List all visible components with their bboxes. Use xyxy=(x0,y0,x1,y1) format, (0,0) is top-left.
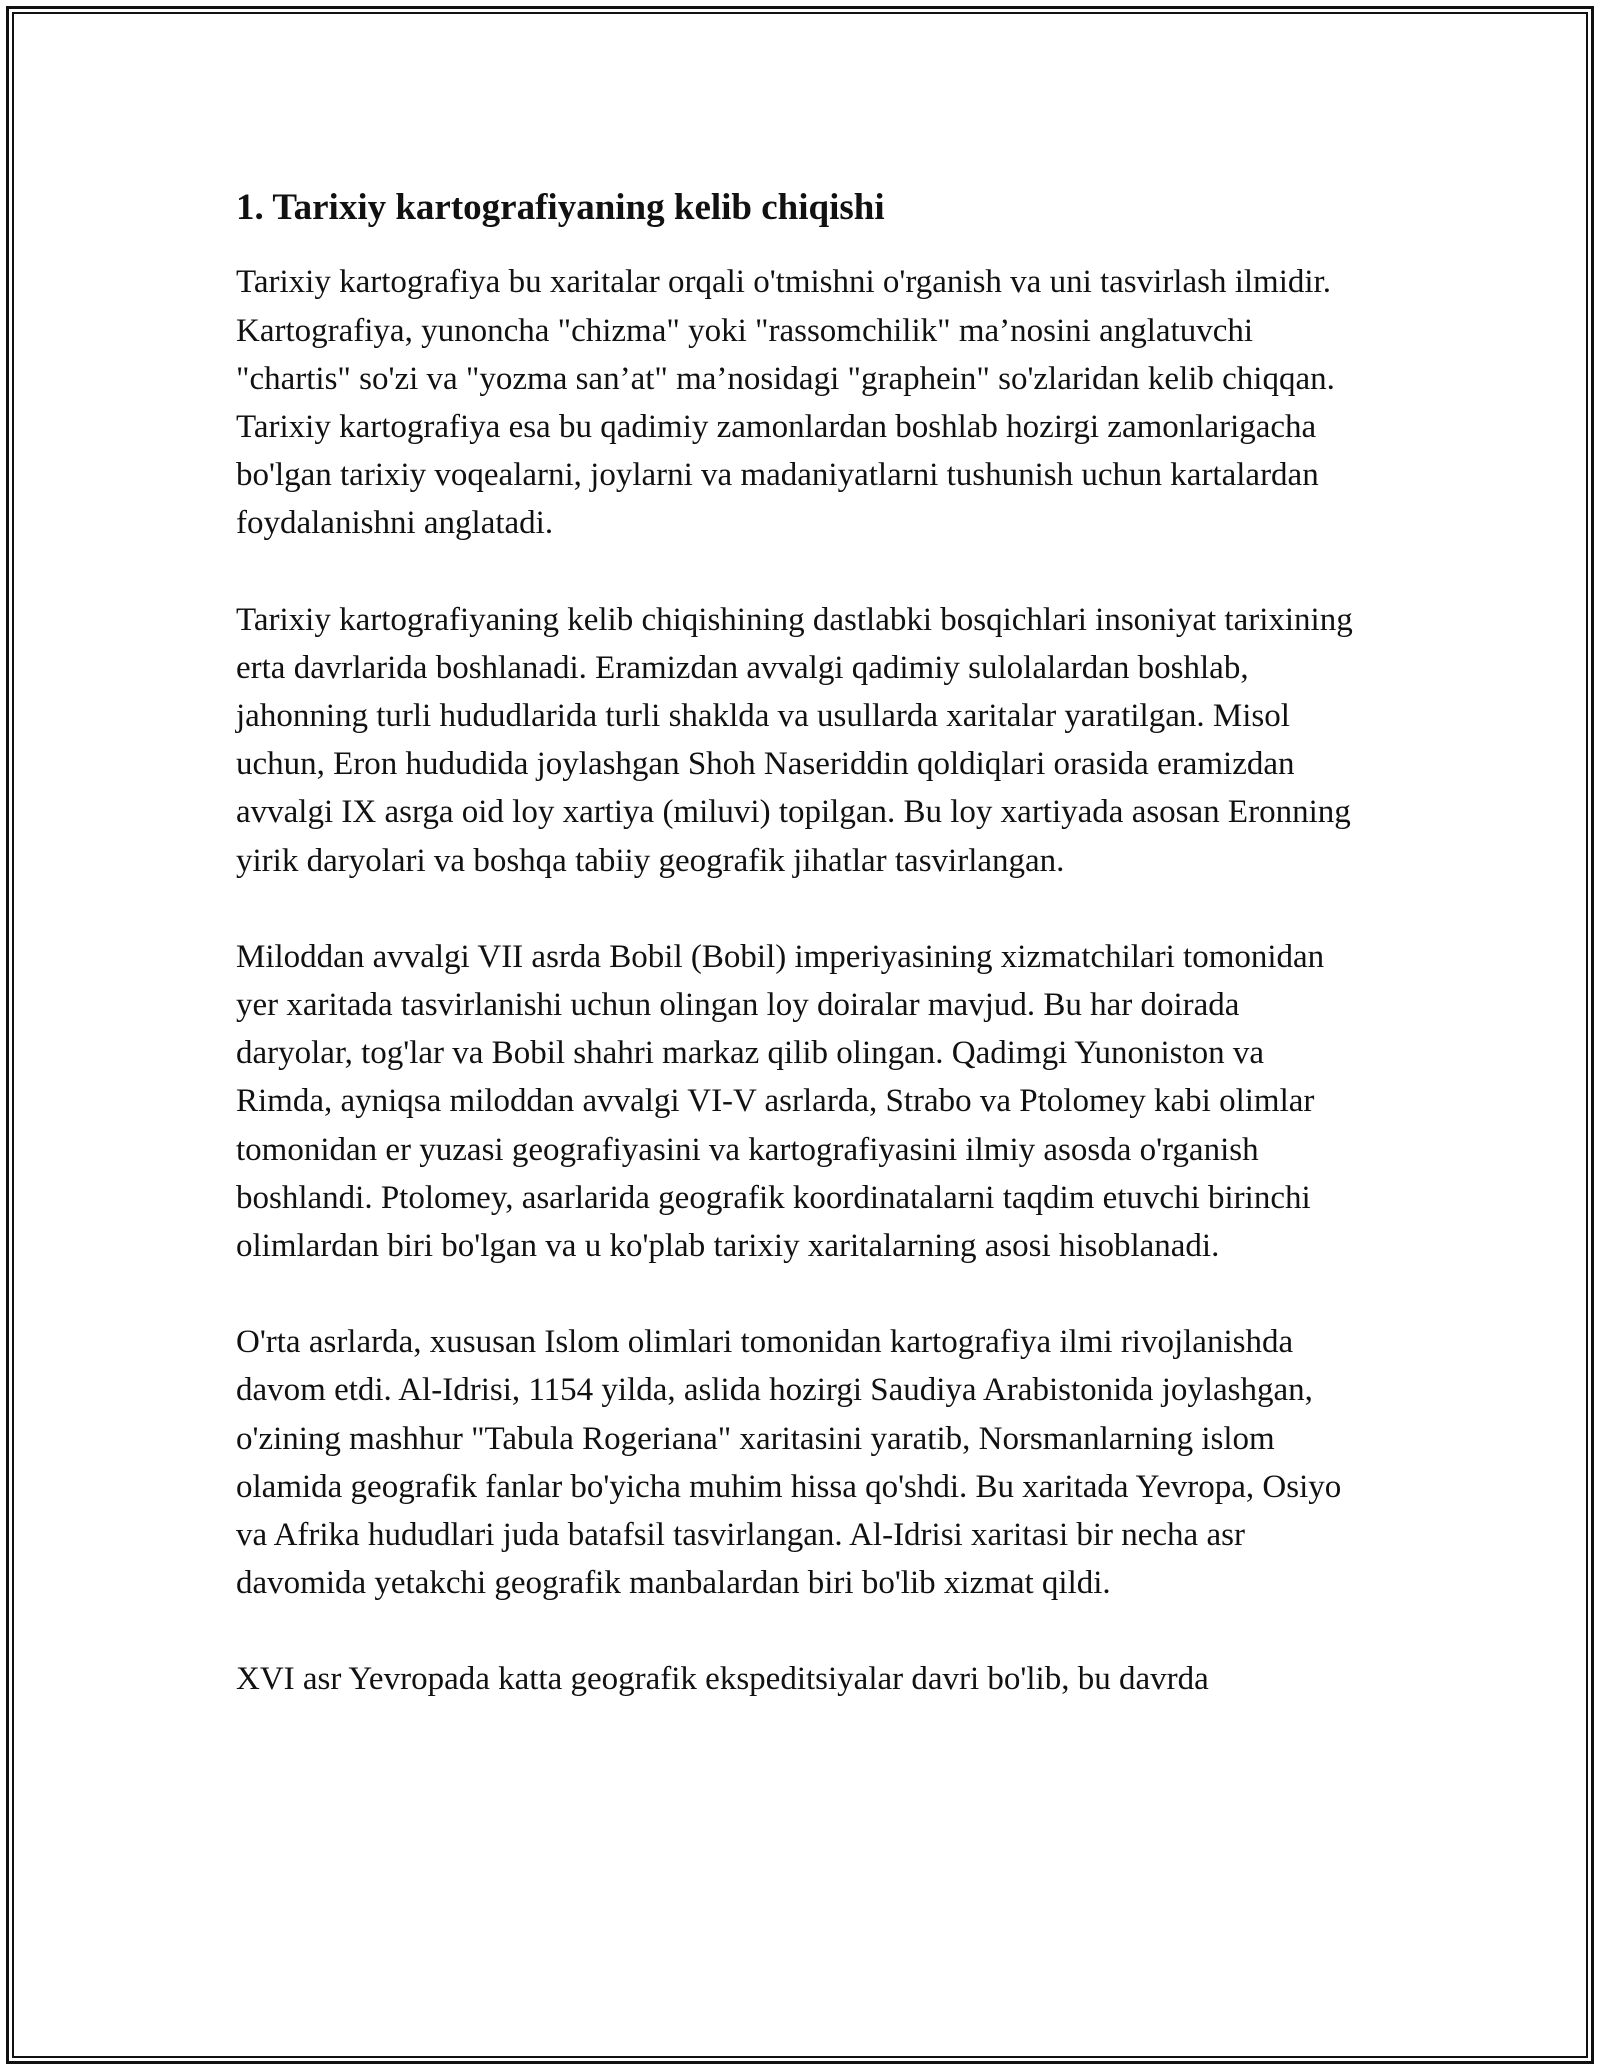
paragraph-3: Miloddan avvalgi VII asrda Bobil (Bobil) imperiyasining xizmatchilari tomonidan yer xaritada tasvirlanishi uchun olingan loy doiralar mavjud. Bu har doirada daryolar, tog'lar va Bobil shahri markaz qilib olingan. Qadimgi Yunoniston va Rimda, ayniqsa miloddan avvalgi VI-V asrlarda, Strabo va Ptolomey kabi olimlar tomonidan er yuzasi geografiyasini va kartografiyasini ilmiy asosda o'rganish boshlandi. Ptolomey, asarlarida geografik koordinatalarni taqdim etuvchi birinchi olimlardan biri bo'lgan va u ko'plab tarixiy xaritalarning asosi hisoblanadi. xyxy=(236,938,1325,1265)
document-body xyxy=(236,186,1360,1752)
paragraph-5: XVI asr Yevropada katta geografik ekspeditsiyalar davri bo'lib, bu davrda xyxy=(236,1661,1209,1698)
paragraph-2: Tarixiy kartografiyaning kelib chiqishining dastlabki bosqichlari insoniyat tarixining erta davrlarida boshlanadi. Eramizdan avvalgi qadimiy sulolalardan boshlab, jahonning turli hududlarida turli shaklda va usullarda xaritalar yaratilgan. Misol uchun, Eron hududida joylashgan Shoh Naseriddin qoldiqlari orasida eramizdan avvalgi IX asrga oid loy xartiya (miluvi) topilgan. Bu loy xartiyada asosan Eronning yirik daryolari va boshqa tabiiy geografik jihatlar tasvirlangan. xyxy=(236,601,1353,879)
paragraph-4: O'rta asrlarda, xususan Islom olimlari tomonidan kartografiya ilmi rivojlanishda davom etdi. Al-Idrisi, 1154 yilda, aslida hozirgi Saudiya Arabistonida joylashgan, o'zining mashhur "Tabula Rogeriana" xaritasini yaratib, Norsmanlarning islom olamida geografik fanlar bo'yicha muhim hissa qo'shdi. Bu xaritada Yevropa, Osiyo va Afrika hududlari juda batafsil tasvirlangan. Al-Idrisi xaritasi bir necha asr davomida yetakchi geografik manbalardan biri bo'lib xizmat qildi. xyxy=(236,1324,1342,1602)
section-heading: 1. Tarixiy kartografiyaning kelib chiqishi xyxy=(236,187,885,228)
paragraph-1: Tarixiy kartografiya bu xaritalar orqali o'tmishni o'rganish va uni tasvirlash ilmidir. Kartografiya, yunoncha "chizma" yoki "rassomchilik" ma’nosini anglatuvchi "chartis" so'zi va "yozma san’at" ma’nosidagi "graphein" so'zlaridan kelib chiqqan. Tarixiy kartografiya esa bu qadimiy zamonlardan boshlab hozirgi zamonlarigacha bo'lgan tarixiy voqealarni, joylarni va madaniyatlarni tushunish uchun kartalardan foydalanishni anglatadi. xyxy=(236,264,1335,542)
